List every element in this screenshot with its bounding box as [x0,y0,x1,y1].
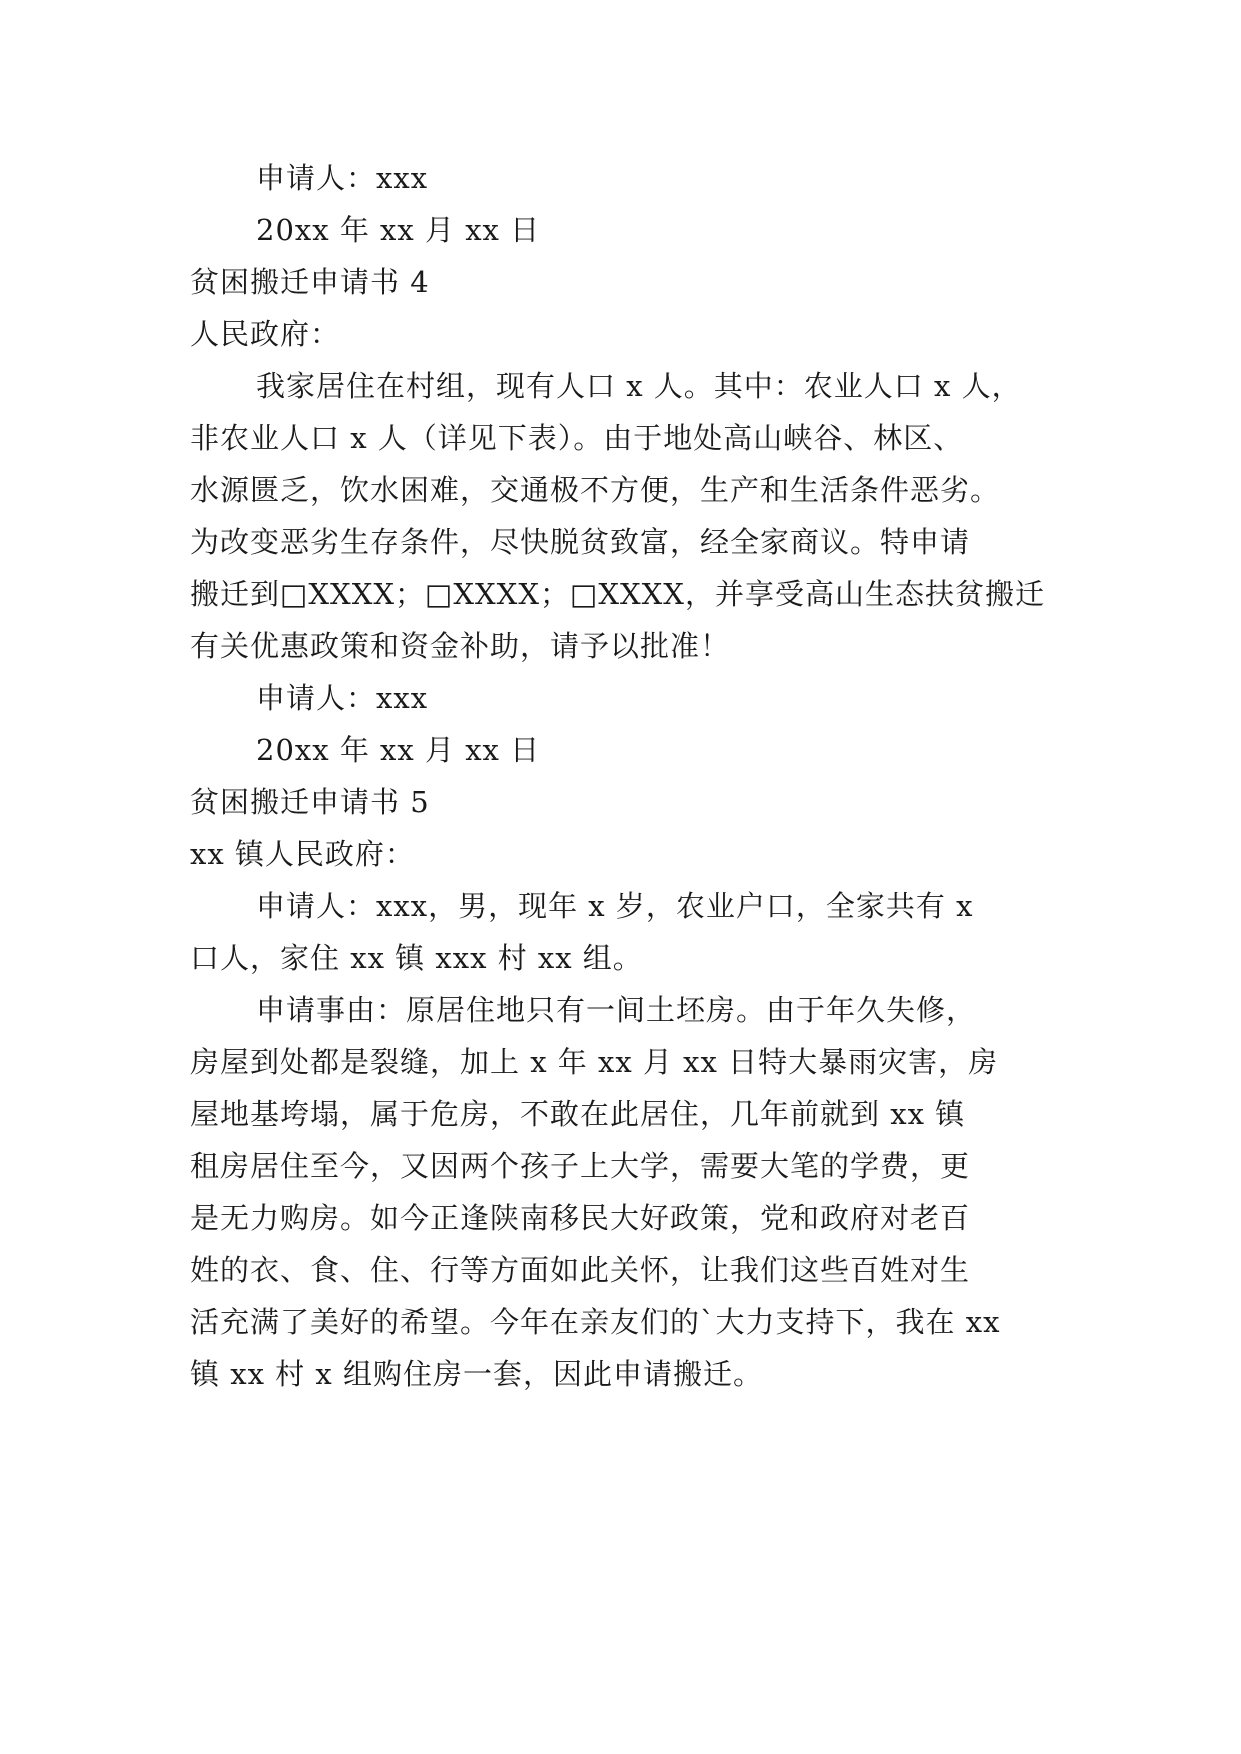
section-heading: 贫困搬迁申请书 4 [190,265,430,299]
paragraph-line: 有关优惠政策和资金补助，请予以批准！ [190,629,731,663]
paragraph-line: 租房居住至今，又因两个孩子上大学，需要大笔的学费，更 [190,1149,971,1183]
paragraph-line: 活充满了美好的希望。今年在亲友们的`大力支持下，我在 xx [190,1305,1001,1339]
applicant-signature: 申请人：xxx [256,681,429,715]
paragraph-line: 搬迁到□XXXX；□XXXX；□XXXX，并享受高山生态扶贫搬迁 [190,577,1045,611]
paragraph-line: 是无力购房。如今正逢陕南移民大好政策，党和政府对老百 [190,1201,971,1235]
paragraph-line: 为改变恶劣生存条件，尽快脱贫致富，经全家商议。特申请 [190,525,971,559]
signature-date: 20xx 年 xx 月 xx 日 [256,213,541,247]
paragraph-line: 申请人：xxx，男，现年 x 岁，农业户口，全家共有 x [256,889,974,923]
applicant-signature: 申请人：xxx [256,161,429,195]
paragraph-line: 屋地基垮塌，属于危房，不敢在此居住，几年前就到 xx 镇 [190,1097,966,1131]
paragraph-line: 我家居住在村组，现有人口 x 人。其中：农业人口 x 人， [256,369,1022,403]
paragraph-line: 口人，家住 xx 镇 xxx 村 xx 组。 [190,941,643,975]
signature-date: 20xx 年 xx 月 xx 日 [256,733,541,767]
paragraph-line: 水源匮乏，饮水困难，交通极不方便，生产和生活条件恶劣。 [190,473,1001,507]
salutation: xx 镇人民政府： [190,837,415,871]
paragraph-line: 申请事由：原居住地只有一间土坯房。由于年久失修， [256,993,977,1027]
paragraph-line: 房屋到处都是裂缝，加上 x 年 xx 月 xx 日特大暴雨灾害，房 [190,1045,999,1079]
salutation: 人民政府： [190,317,341,351]
paragraph-line: 镇 xx 村 x 组购住房一套，因此申请搬迁。 [190,1357,763,1391]
paragraph-line: 姓的衣、食、住、行等方面如此关怀，让我们这些百姓对生 [190,1253,971,1287]
paragraph-line: 非农业人口 x 人（详见下表）。由于地处高山峡谷、林区、 [190,421,964,455]
section-heading: 贫困搬迁申请书 5 [190,785,430,819]
